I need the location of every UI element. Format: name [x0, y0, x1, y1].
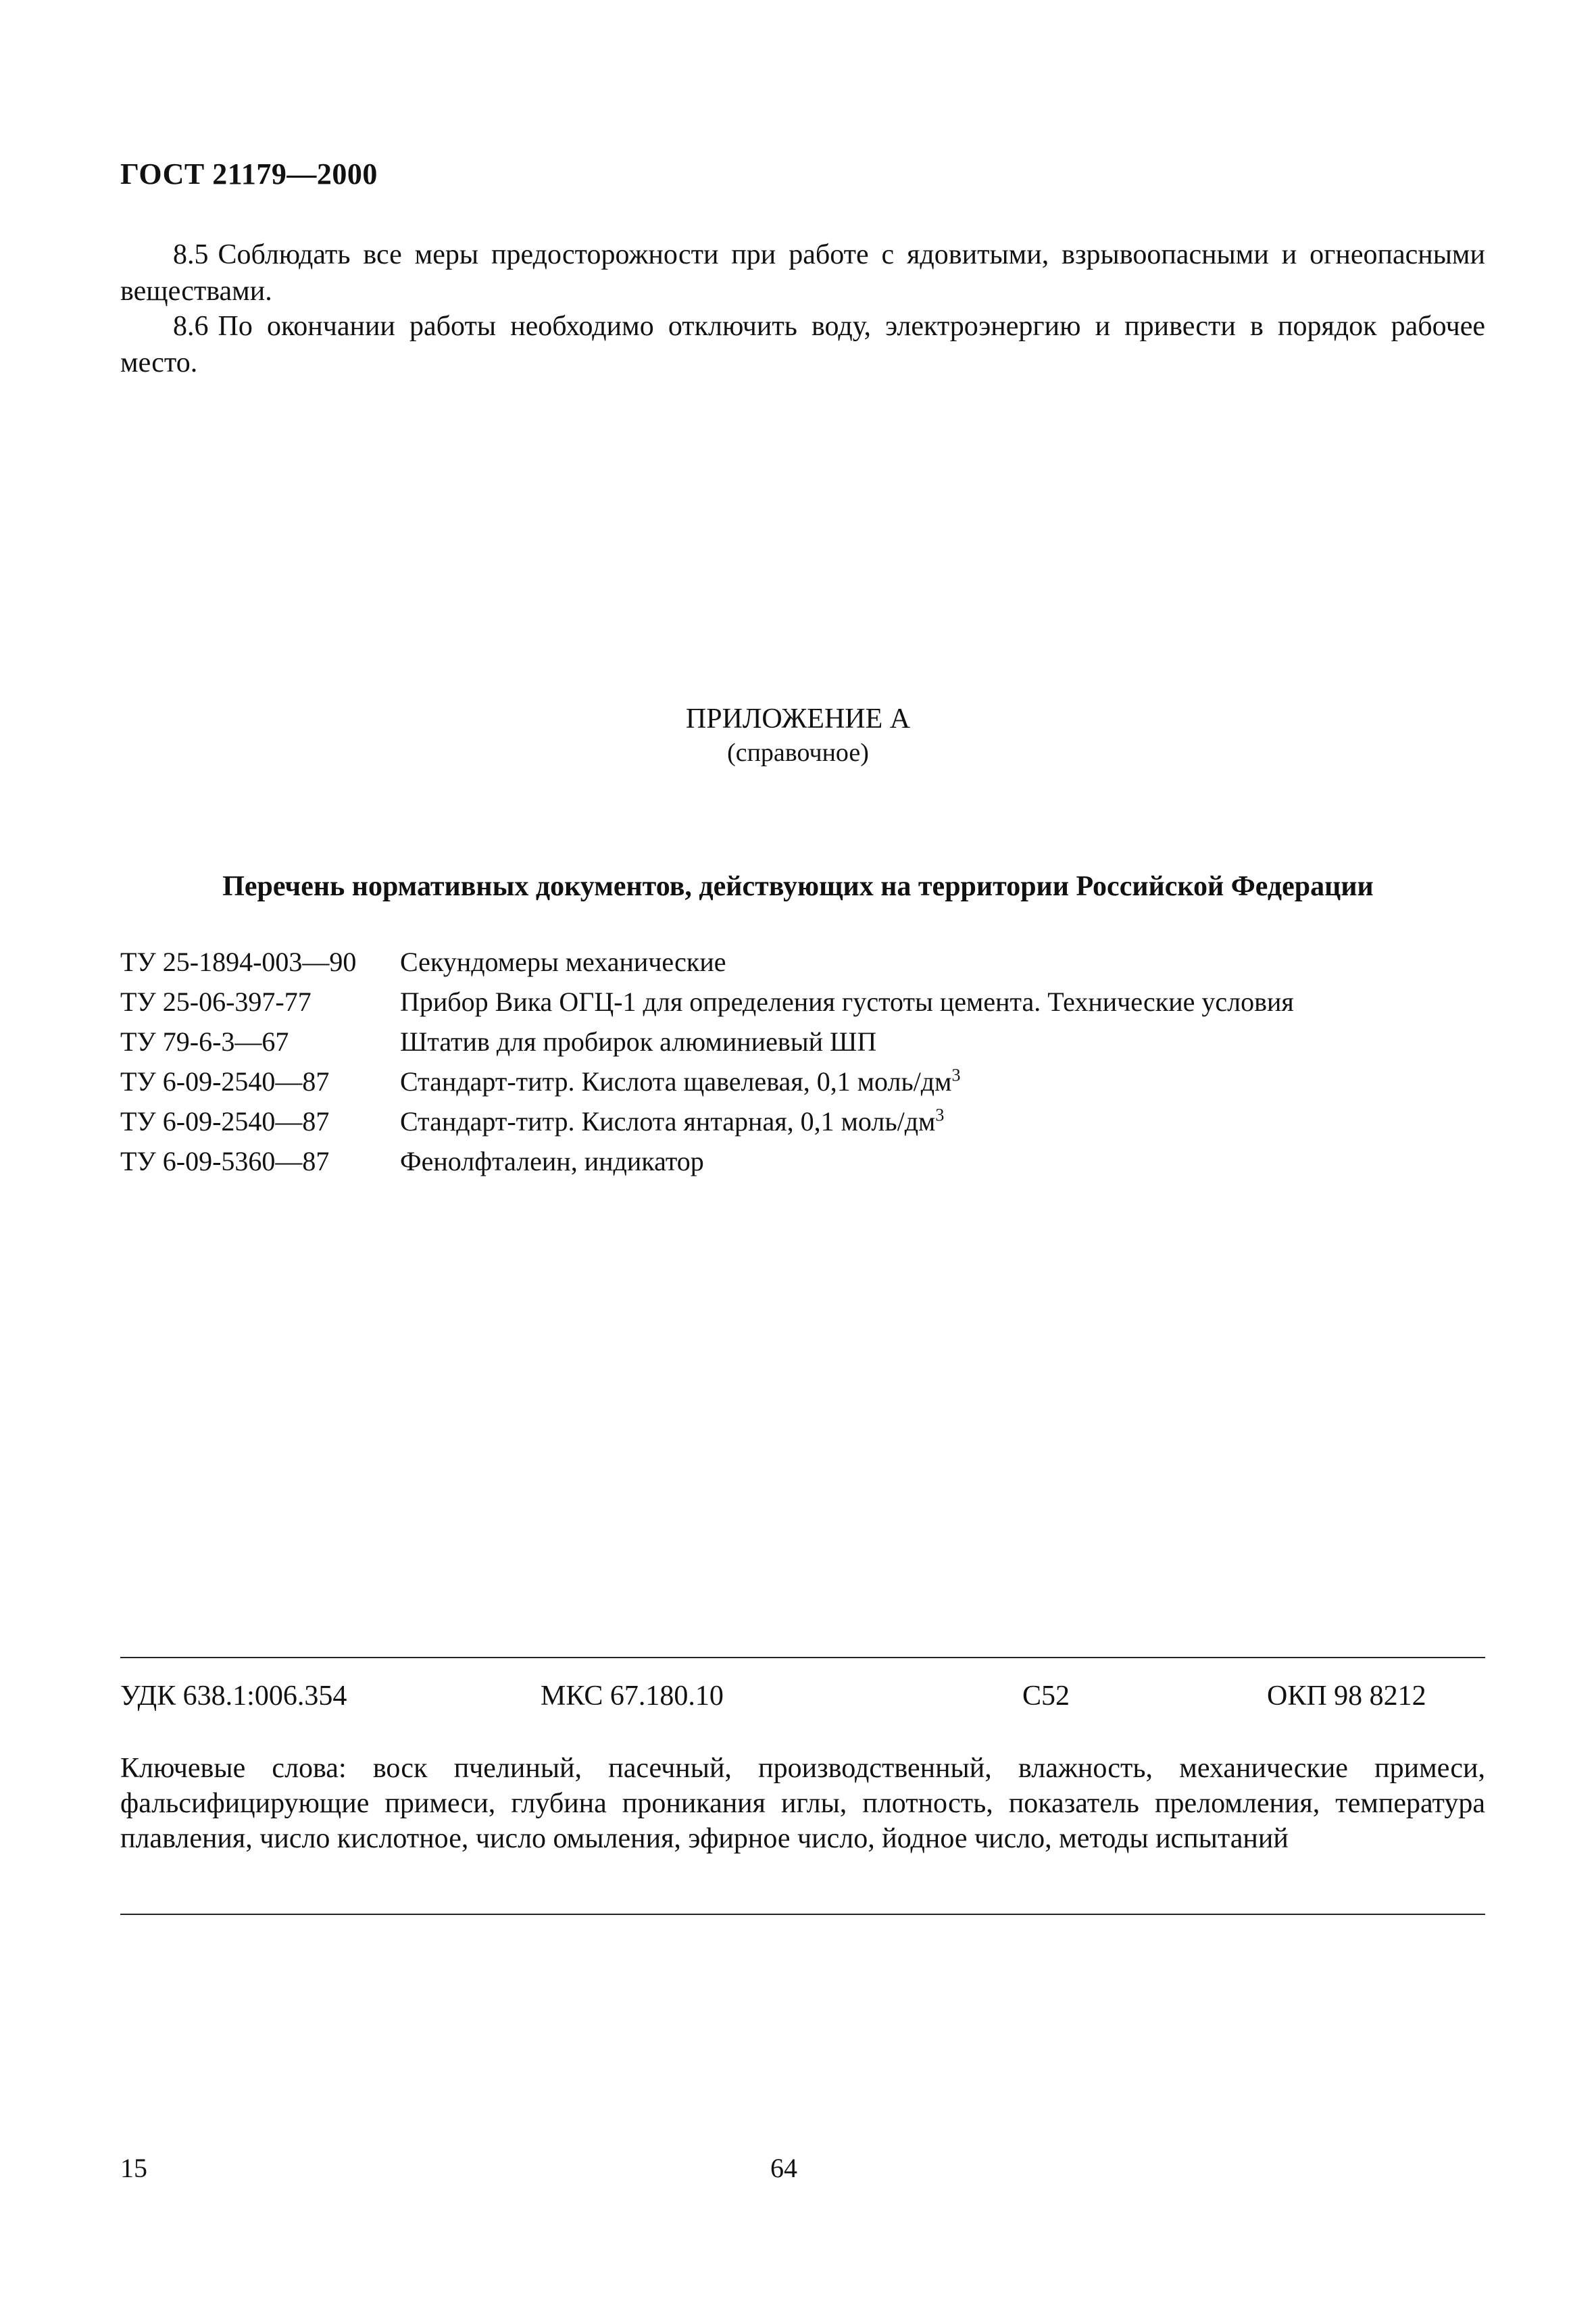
- document-code: ТУ 6-09-5360—87: [120, 1146, 330, 1176]
- bottom-divider: [120, 1914, 1485, 1915]
- paragraph-number: 8.5: [173, 239, 209, 270]
- paragraph-8-5: [120, 237, 1485, 309]
- standard-code-header: ГОСТ 21179—2000: [120, 157, 378, 191]
- page-number: 64: [770, 2153, 797, 2183]
- document-code: ТУ 79-6-3—67: [120, 1026, 289, 1057]
- keywords: Ключевые слова: воск пчелиный, пасечный, производственный, влажность, механические примеси, фальсифицирующие примеси, глубина проникания иглы, плотность, показатель преломления, температура плавления, число кислотное, число омыления, эфирное число, йодное число, методы испытаний: [120, 1753, 1485, 1854]
- udk-code: УДК 638.1:006.354: [120, 1681, 347, 1712]
- list-item: [120, 1141, 1485, 1181]
- list-item: [120, 1101, 1485, 1141]
- document-code: ТУ 6-09-2540—87: [120, 1106, 330, 1137]
- document-code: ТУ 25-1894-003—90: [120, 947, 357, 977]
- document-code: ТУ 25-06-397-77: [120, 987, 311, 1017]
- document-title: Фенолфталеин, индикатор: [400, 1146, 704, 1176]
- documents-list-heading: Перечень нормативных документов, действующих на территории Российской Федерации: [222, 871, 1374, 902]
- document-title: Секундомеры механические: [400, 947, 726, 977]
- document-title: Стандарт-титр. Кислота янтарная, 0,1 моль/$дм^3$: [400, 1105, 945, 1137]
- list-item: [120, 1062, 1485, 1101]
- okp-code: ОКП 98 8212: [1267, 1681, 1426, 1712]
- mks-code: МКС 67.180.10: [541, 1681, 724, 1712]
- annex-subtitle: (справочное): [727, 739, 869, 767]
- top-divider: [120, 1657, 1485, 1658]
- document-title: Прибор Вика ОГЦ-1 для определения густоты цемента. Технические условия: [400, 987, 1294, 1017]
- footer-left-number: 15: [120, 2153, 147, 2183]
- paragraph-8-6: [120, 308, 1485, 381]
- annex-title: ПРИЛОЖЕНИЕ А: [685, 703, 911, 735]
- list-item: [120, 982, 1485, 1022]
- paragraph-text: Соблюдать все меры предосторожности при работе с ядовитыми, взрывоопасными и огнеопасными веществами.: [120, 239, 1485, 307]
- paragraph-text: По окончании работы необходимо отключить воду, электроэнергию и привести в порядок рабочее место.: [120, 311, 1485, 378]
- list-item: [120, 942, 1485, 982]
- paragraph-number: 8.6: [173, 311, 209, 342]
- group-code: С52: [1022, 1681, 1070, 1712]
- document-title: Штатив для пробирок алюминиевый ШП: [400, 1026, 877, 1057]
- document-code: ТУ 6-09-2540—87: [120, 1066, 330, 1097]
- normative-documents-list: [120, 942, 1485, 1181]
- list-item: [120, 1022, 1485, 1062]
- document-title: Стандарт-титр. Кислота щавелевая, 0,1 моль/$дм^3$: [400, 1065, 961, 1097]
